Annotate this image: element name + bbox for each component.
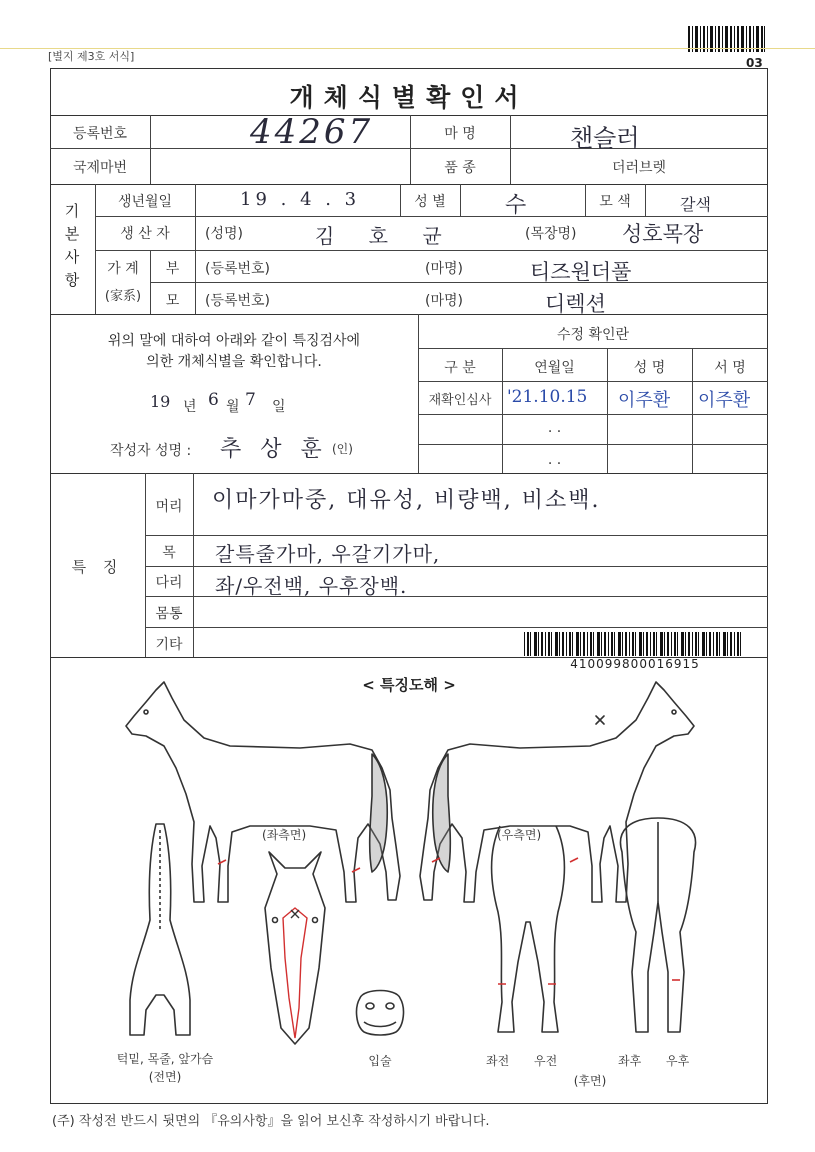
head-label: 머리 [155,499,183,515]
horse-name-label: 마 명 [444,126,476,142]
revision-col-sign: 서 명 [714,360,746,376]
reg-no-value: 44267 [250,112,374,152]
sex-value: 수 [505,193,527,218]
revision-row3-date: . . [547,452,562,468]
dam-name-label: (마명) [425,293,463,309]
revision-col-date: 연월일 [534,360,575,376]
page-number: 03 [746,56,763,70]
revision-col-name: 성 명 [633,360,666,376]
revision-row1-name: 이주환 [618,390,671,411]
leg-label: 다리 [155,575,183,591]
neck-label: 목 [162,545,176,561]
front-label: (전면) [148,1070,182,1084]
form-tag: [별지 제3호 서식] [48,50,135,63]
sex-label: 성 별 [414,194,446,210]
features-section-label: 특 징 [71,558,124,576]
birth-value: 19 . 4 . 3 [240,189,361,210]
date-year: 19 [150,392,171,411]
left-hind-label: 좌후 [618,1054,642,1068]
dam-name-value: 디렉션 [545,292,606,316]
other-label: 기타 [155,637,183,653]
revision-row1-sign: 이주환 [698,390,751,411]
date-day: 7 [245,390,256,410]
neck-value: 갈특줄가마, 우갈기가마, [215,542,441,566]
rear-label: (후면) [573,1074,607,1088]
right-front-label: 우전 [534,1054,558,1068]
sire-label: 부 [165,261,180,277]
confirmation-text-1: 위의 말에 대하여 아래와 같이 특징검사에 [107,333,361,349]
revision-row2-date: . . [547,420,562,436]
breeder-label: 생 산 자 [120,226,170,242]
reg-no-label: 등록번호 [72,126,128,142]
right-hind-label: 우후 [666,1054,690,1068]
basic-info-section-label: 기본사항 [64,202,80,289]
leg-value: 좌/우전백, 우후장백. [215,574,408,598]
breeder-name-value: 김 호 균 [315,224,456,248]
lips-label: 입술 [368,1054,392,1068]
horse-face-icon [255,848,335,1048]
left-side-label: (좌측면) [262,828,307,842]
family-hanja: (家系) [104,289,142,304]
sire-reg-no-label: (등록번호) [205,261,271,277]
month-label: 월 [226,399,240,415]
breed-value: 더러브렛 [611,160,667,176]
year-label: 년 [183,399,197,415]
family-label: 가 계 [107,261,139,277]
horse-rear-icon [608,812,708,1044]
breed-label: 품 종 [444,160,476,176]
dam-reg-no-label: (등록번호) [205,293,271,309]
breeder-name-label: (성명) [205,226,243,242]
day-label: 일 [272,399,286,415]
writer-value: 추 상 훈 [220,437,328,462]
page-title: 개체식별확인서 [289,83,529,112]
farm-label: (목장명) [525,226,577,242]
horse-front-legs-icon [478,822,578,1042]
body-label: 몸통 [155,606,183,622]
confirmation-text-2: 의한 개체식별을 확인합니다. [146,354,322,370]
writer-seal: (인) [332,442,353,456]
footer-note: (주) 작성전 반드시 뒷면의 『유의사항』을 읽어 보신후 작성하시기 바랍니다. [52,1114,490,1129]
horse-lips-icon [352,986,408,1038]
sire-name-label: (마명) [425,261,463,277]
horse-name-value: 챈슬러 [570,124,640,152]
dam-label: 모 [165,293,180,309]
date-month: 6 [208,390,219,410]
left-front-label: 좌전 [486,1054,510,1068]
horse-front-throat-icon [120,820,200,1045]
revision-col-type: 구 분 [444,360,476,376]
coat-label: 모 색 [599,194,631,210]
diagram-title: < 특징도해 > [362,676,456,694]
revision-row1-type: 재확인심사 [428,393,492,408]
right-side-label: (우측면) [497,828,542,842]
coat-value: 갈색 [680,195,711,214]
feature-barcode-number: 410099800016915 [520,657,750,671]
intl-no-label: 국제마번 [72,160,128,176]
farm-value: 성호목장 [622,222,704,246]
sire-name-value: 티즈원더풀 [530,260,632,284]
front-caption: 턱밑, 목줄, 앞가슴 [116,1052,214,1066]
revision-title: 수정 확인란 [556,327,630,343]
writer-label: 작성자 성명 : [110,443,192,459]
feature-barcode [520,632,750,658]
head-value: 이마가마중, 대유성, 비량백, 비소백. [212,488,601,513]
revision-row1-date: '21.10.15 [507,387,588,407]
birth-label: 생년월일 [117,194,173,210]
